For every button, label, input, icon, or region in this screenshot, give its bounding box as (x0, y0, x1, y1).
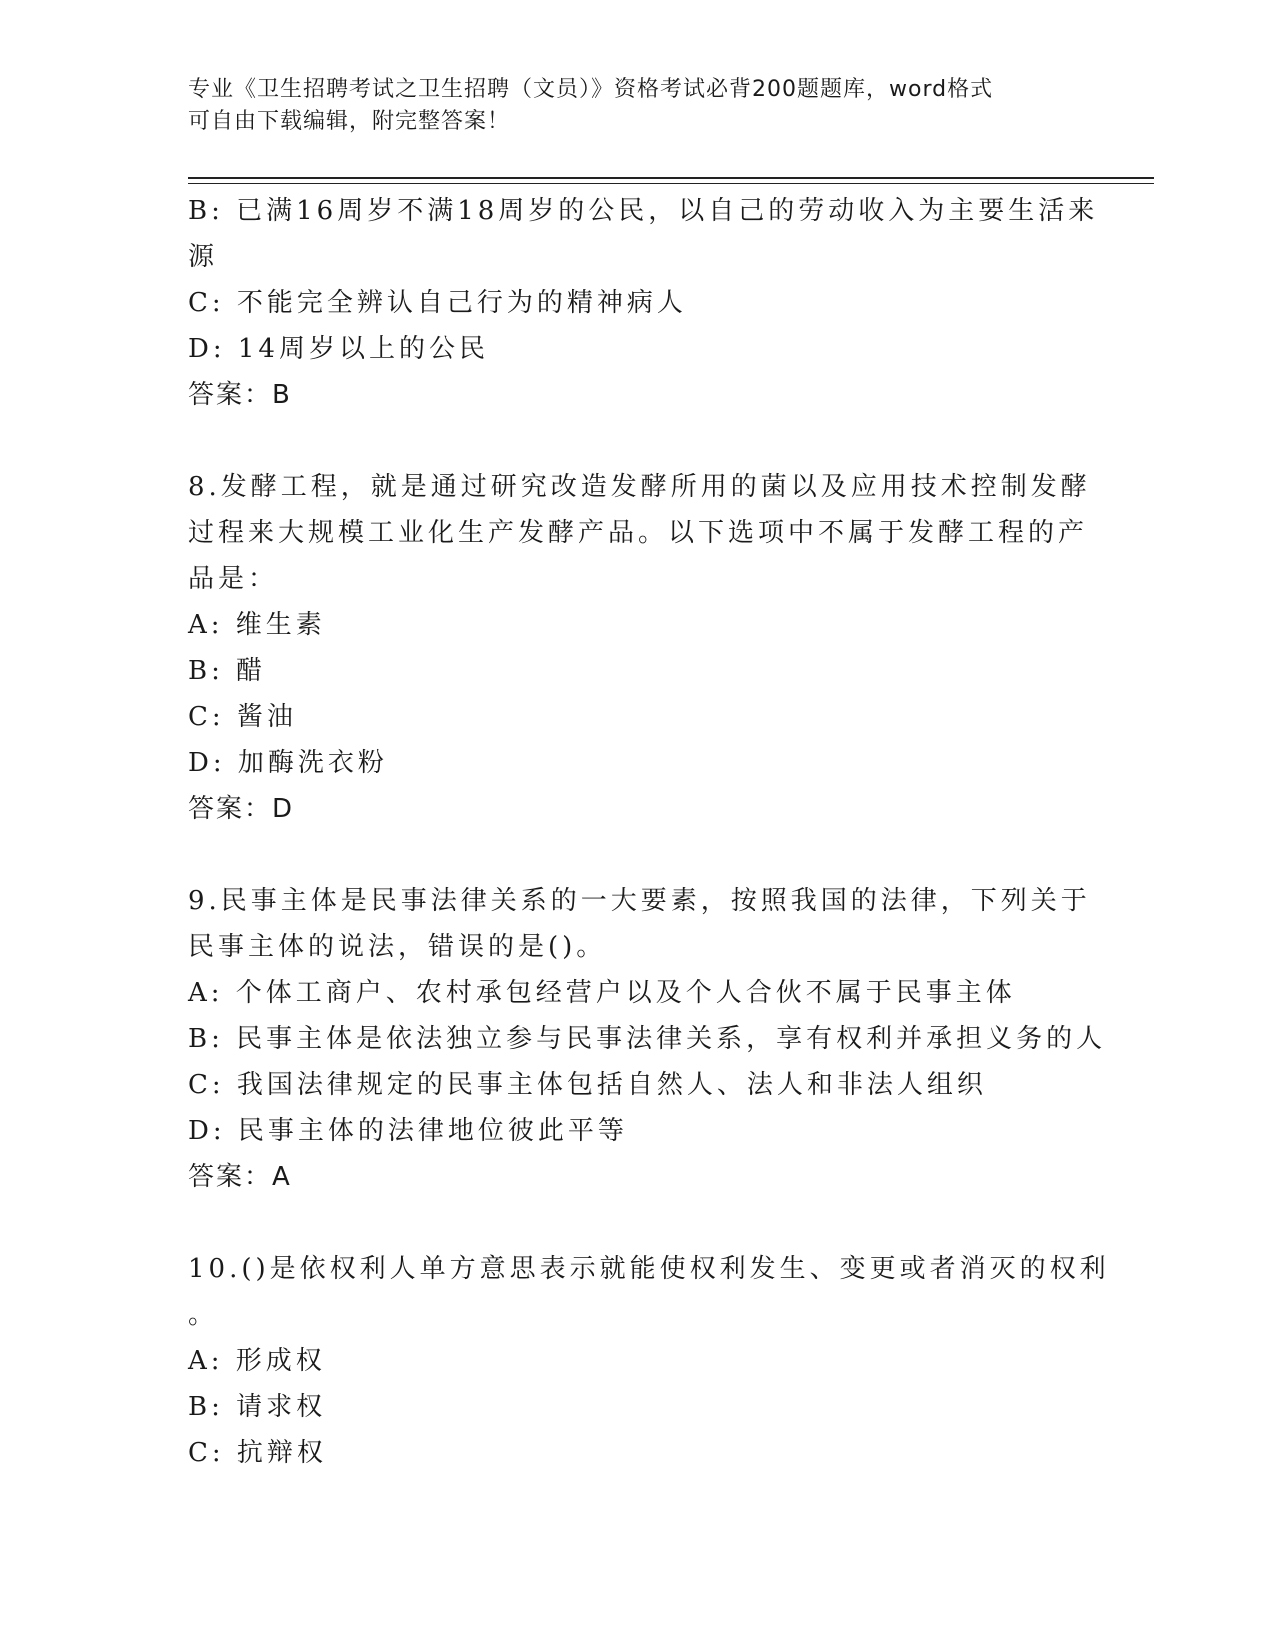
q9-option-d: D: 民事主体的法律地位彼此平等 (188, 1116, 628, 1146)
spacer (188, 832, 1088, 878)
q9-option-a: A: 个体工商户、农村承包经营户以及个人合伙不属于民事主体 (188, 978, 1016, 1008)
header-divider-thin (188, 183, 1154, 184)
q8-answer: 答案：D (188, 794, 295, 824)
q8-option-b: B: 醋 (188, 656, 267, 686)
q7-answer: 答案：B (188, 380, 292, 410)
q10-option-c: C: 抗辩权 (188, 1438, 327, 1468)
question-8 (188, 464, 1091, 832)
q8-option-d: D: 加酶洗衣粉 (188, 748, 388, 778)
q7-option-c: C: 不能完全辨认自己行为的精神病人 (188, 288, 687, 318)
question-list (188, 188, 1110, 1476)
q9-answer: 答案：A (188, 1162, 292, 1192)
q8-stem-line-3: 品是： (188, 564, 279, 594)
q9-stem-line-1: 9.民事主体是民事法律关系的一大要素，按照我国的法律，下列关于 (188, 886, 1091, 916)
header-line-1: 专业《卫生招聘考试之卫生招聘（文员）》资格考试必背200题题库，word格式 (188, 77, 994, 102)
q10-option-a: A: 形成权 (188, 1346, 326, 1376)
q8-option-a: A: 维生素 (188, 610, 326, 640)
header-divider-thick (188, 177, 1154, 179)
q9-option-c: C: 我国法律规定的民事主体包括自然人、法人和非法人组织 (188, 1070, 987, 1100)
q9-option-b: B: 民事主体是依法独立参与民事法律关系，享有权利并承担义务的人 (188, 1024, 1107, 1054)
q10-stem-line-2: 。 (188, 1300, 219, 1330)
question-10 (188, 1246, 1110, 1476)
q10-option-b: B: 请求权 (188, 1392, 327, 1422)
question-7 (188, 188, 1099, 418)
q8-stem-line-2: 过程来大规模工业化生产发酵产品。以下选项中不属于发酵工程的产 (188, 518, 1089, 548)
spacer (188, 418, 1088, 464)
q9-stem-line-2: 民事主体的说法，错误的是()。 (188, 932, 607, 962)
q10-stem-line-1: 10.()是依权利人单方意思表示就能使权利发生、变更或者消灭的权利 (188, 1254, 1110, 1284)
q7-option-b: B: 已满16周岁不满18周岁的公民，以自己的劳动收入为主要生活来 (188, 196, 1099, 226)
question-9 (188, 878, 1107, 1200)
q7-option-b-continued: 源 (188, 242, 219, 272)
q8-stem-line-1: 8.发酵工程，就是通过研究改造发酵所用的菌以及应用技术控制发酵 (188, 472, 1091, 502)
spacer (188, 1200, 1088, 1246)
document-header (188, 74, 1068, 138)
q7-option-d: D: 14周岁以上的公民 (188, 334, 489, 364)
header-line-2: 可自由下载编辑，附完整答案！ (188, 109, 511, 134)
q8-option-c: C: 酱油 (188, 702, 297, 732)
